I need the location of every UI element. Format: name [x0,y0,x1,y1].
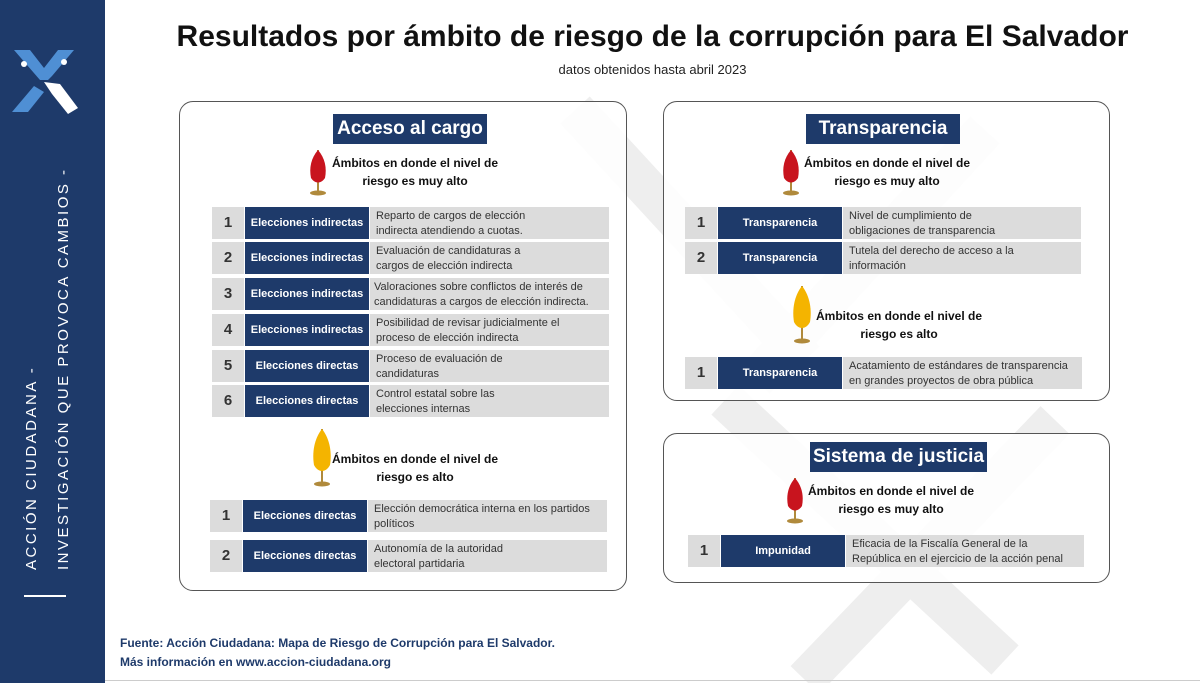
row-number: 1 [210,500,242,532]
risk-label-line: Ámbitos en donde el nivel de [331,452,499,466]
row-description [843,357,1082,389]
desc-line: electoral partidaria [374,557,465,570]
table-row [212,314,609,346]
row-category: Elecciones indirectas [245,314,369,346]
risk-label-alto [330,450,500,486]
red-flag-icon [778,146,804,196]
table-row [685,207,1081,239]
row-description [843,207,1081,239]
sidebar [0,0,105,683]
risk-label-line: riesgo es muy alto [834,174,940,188]
row-category: Transparencia [718,242,842,274]
row-category: Elecciones indirectas [245,278,369,310]
risk-label-muy-alto [802,154,972,190]
table-row [212,242,609,274]
row-number: 1 [685,207,717,239]
footer-divider [105,680,1200,681]
row-description [843,242,1081,274]
table-row [210,500,607,532]
table-row [212,350,609,382]
row-number: 1 [688,535,720,567]
red-flag-icon [782,474,808,524]
panel-acceso-al-cargo [179,101,627,591]
desc-line: Posibilidad de revisar judicialmente el [376,316,560,329]
desc-line: proceso de elección indirecta [376,331,519,344]
row-category: Elecciones directas [245,385,369,417]
desc-line: Acatamiento de estándares de transparencia [849,359,1068,372]
desc-line: Control estatal sobre las [376,387,495,400]
row-description [370,242,609,274]
desc-line: Reparto de cargos de elección [376,209,526,222]
table-row [210,540,607,572]
row-category: Elecciones directas [243,500,367,532]
risk-label-line: Ámbitos en donde el nivel de [803,156,971,170]
desc-line: Proceso de evaluación de [376,352,503,365]
panel-header-justicia: Sistema de justicia [810,442,987,472]
row-description [846,535,1084,567]
row-description [370,385,609,417]
desc-line: República en el ejercicio de la acción penal [852,552,1063,565]
desc-line: candidaturas a cargos de elección indirecta. [374,295,589,308]
row-description [368,500,607,532]
row-number: 5 [212,350,244,382]
desc-line: Eficacia de la Fiscalía General de la [852,537,1028,550]
desc-line: Autonomía de la autoridad [374,542,504,555]
table-row [212,385,609,417]
footer-more-info: Más información en www.accion-ciudadana.org [120,655,391,669]
row-description [370,278,609,310]
desc-line: Evaluación de candidaturas a [376,244,521,257]
row-category: Elecciones indirectas [245,242,369,274]
row-description [368,540,607,572]
desc-line: Tutela del derecho de acceso a la [849,244,1014,257]
row-description [370,314,609,346]
sidebar-line1: ACCIÓN CIUDADANA - [23,365,40,570]
desc-line: políticos [374,517,415,530]
risk-label-line: riesgo es alto [860,327,938,341]
row-number: 6 [212,385,244,417]
desc-line: información [849,259,906,272]
risk-label-line: Ámbitos en donde el nivel de [331,156,499,170]
sidebar-divider [24,595,66,597]
panel-header-acceso: Acceso al cargo [333,114,487,144]
footer-source: Fuente: Acción Ciudadana: Mapa de Riesgo de Corrupción para El Salvador. [120,636,555,650]
risk-label-line: Ámbitos en donde el nivel de [815,309,983,323]
row-number: 1 [685,357,717,389]
row-category: Impunidad [721,535,845,567]
risk-label-muy-alto [330,154,500,190]
risk-label-line: riesgo es muy alto [362,174,468,188]
desc-line: candidaturas [376,367,439,380]
risk-label-line: Ámbitos en donde el nivel de [807,484,975,498]
desc-line: Nivel de cumplimiento de [849,209,972,222]
row-number: 2 [212,242,244,274]
panel-header-transparencia: Transparencia [806,114,960,144]
row-number: 3 [212,278,244,310]
row-number: 2 [685,242,717,274]
row-description [370,207,609,239]
red-flag-icon [305,146,331,196]
desc-line: obligaciones de transparencia [849,224,996,237]
sidebar-vertical-text [0,0,105,683]
table-row [685,357,1082,389]
row-category: Elecciones directas [245,350,369,382]
page-subtitle: datos obtenidos hasta abril 2023 [558,62,747,77]
yellow-flag-icon [788,282,816,344]
row-number: 1 [212,207,244,239]
panel-sistema-de-justicia [663,433,1110,583]
row-category: Transparencia [718,207,842,239]
desc-line: Valoraciones sobre conflictos de interés de [374,280,583,293]
table-row [212,207,609,239]
row-category: Elecciones indirectas [245,207,369,239]
risk-label-alto [814,307,984,343]
desc-line: Elección democrática interna en los partidos [374,502,590,515]
row-description [370,350,609,382]
row-category: Elecciones directas [243,540,367,572]
page-title: Resultados por ámbito de riesgo de la corrupción para El Salvador [176,20,1129,53]
table-row [212,278,609,310]
desc-line: cargos de elección indirecta [376,259,513,272]
risk-label-line: riesgo es alto [376,470,454,484]
sidebar-line2: INVESTIGACIÓN QUE PROVOCA CAMBIOS - [55,167,72,570]
row-number: 4 [212,314,244,346]
table-row [688,535,1084,567]
desc-line: en grandes proyectos de obra pública [849,374,1034,387]
risk-label-muy-alto [806,482,976,518]
desc-line: elecciones internas [376,402,471,415]
row-category: Transparencia [718,357,842,389]
desc-line: indirecta atendiendo a cuotas. [376,224,523,237]
risk-label-line: riesgo es muy alto [838,502,944,516]
row-number: 2 [210,540,242,572]
panel-transparencia [663,101,1110,401]
table-row [685,242,1081,274]
